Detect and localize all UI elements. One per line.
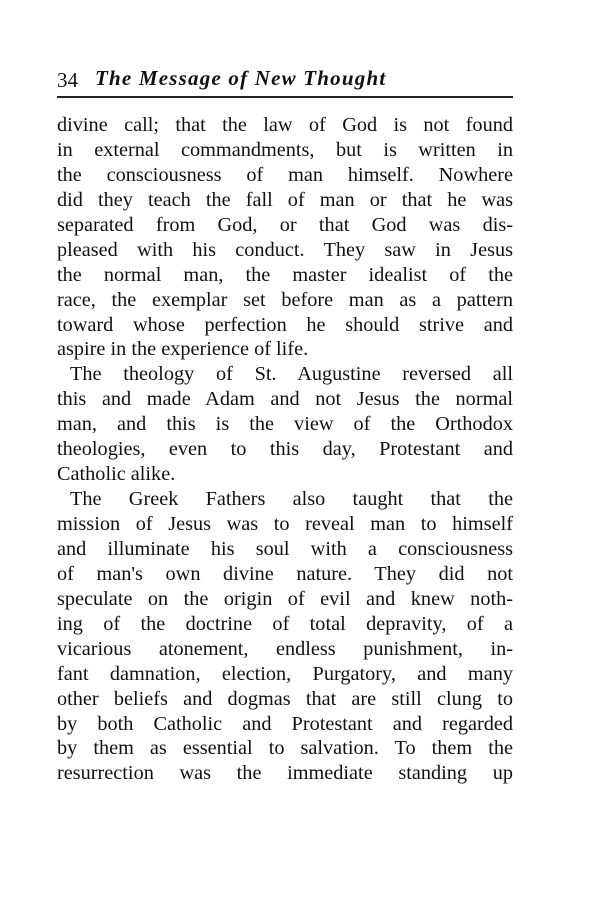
text-line: the normal man, the master idealist of the xyxy=(57,263,513,286)
text-line: ing of the doctrine of total depravity, of a xyxy=(57,612,513,635)
page-number: 34 xyxy=(57,68,78,92)
text-line: the consciousness of man himself. Nowhere xyxy=(57,163,513,186)
text-line: toward whose perfection he should strive and xyxy=(57,313,513,336)
text-line: race, the exemplar set before man as a pattern xyxy=(57,288,513,311)
text-line: vicarious atonement, endless punishment, in- xyxy=(57,637,513,660)
text-line: divine call; that the law of God is not found xyxy=(57,114,513,136)
text-line: of man's own divine nature. They did not xyxy=(57,562,513,585)
text-line: in external commandments, but is written in xyxy=(57,138,513,161)
text-line: fant damnation, election, Purgatory, and many xyxy=(57,662,513,685)
text-line: resurrection was the immediate standing up xyxy=(57,762,513,785)
text-line: The Greek Fathers also taught that the xyxy=(70,488,513,511)
text-line: other beliefs and dogmas that are still clung to xyxy=(57,687,513,710)
text-line: by them as essential to salvation. To them the xyxy=(57,737,513,760)
text-line: man, and this is the view of the Orthodox xyxy=(57,413,513,436)
header-rule xyxy=(57,96,513,98)
text-line: The theology of St. Augustine reversed all xyxy=(70,363,513,386)
text-line: and illuminate his soul with a consciousness xyxy=(57,537,513,560)
text-line: speculate on the origin of evil and knew noth- xyxy=(57,587,513,610)
text-line: did they teach the fall of man or that he was xyxy=(57,188,513,211)
text-line: by both Catholic and Protestant and regarded xyxy=(57,712,513,735)
running-title: The Message of New Thought xyxy=(95,66,387,90)
text-line: mission of Jesus was to reveal man to himself xyxy=(57,513,513,535)
page-body xyxy=(57,113,513,786)
text-line: Catholic alike. xyxy=(57,463,176,486)
text-line: separated from God, or that God was dis- xyxy=(57,213,513,236)
running-header xyxy=(57,64,513,94)
text-line: pleased with his conduct. They saw in Jesus xyxy=(57,238,513,261)
text-line: theologies, even to this day, Protestant and xyxy=(57,438,513,461)
text-line: aspire in the experience of life. xyxy=(57,338,309,361)
text-line: this and made Adam and not Jesus the normal xyxy=(57,388,513,411)
